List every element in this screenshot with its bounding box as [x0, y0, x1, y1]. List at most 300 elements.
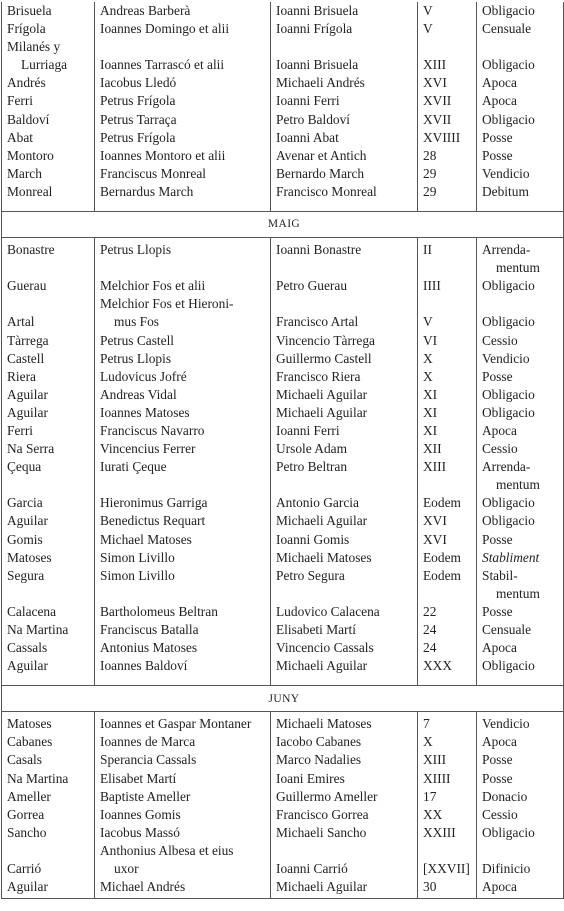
family-name-text: Monreal [7, 183, 53, 199]
grantor-cell [95, 842, 271, 878]
act-type-cell [477, 639, 564, 657]
day-cell [418, 788, 477, 806]
grantor-cell [95, 386, 271, 404]
table-row [2, 422, 564, 440]
grantor-text: Ioannes et Gaspar Montaner [100, 716, 252, 732]
grantor-text: Michael Matoses [100, 531, 192, 547]
day-cell [418, 350, 477, 368]
grantor-text: Iurati Çeque [100, 459, 167, 475]
recipient-text: Ioanni Abat [276, 129, 339, 145]
family-name-text: Na Serra [7, 441, 55, 457]
day-cell [418, 20, 477, 38]
act-type-cell [477, 657, 564, 686]
family-name-text: Gorrea [7, 806, 45, 822]
recipient-cell [271, 368, 418, 386]
recipient-text: Petro Segura [276, 567, 345, 583]
act-type-text: Arrenda- [482, 459, 531, 475]
table-row [2, 512, 564, 530]
grantor-text: Petrus Llopis [100, 242, 172, 258]
grantor-cell [95, 92, 271, 110]
day-text: XIIII [423, 770, 451, 786]
day-text: Eodem [423, 549, 461, 565]
grantor-text: Bernardus March [100, 183, 194, 199]
recipient-text: Guillermo Ameller [276, 788, 378, 804]
family-name-text: Milanés y [7, 39, 61, 55]
table-row [2, 74, 564, 92]
act-type-text: Difinicio [482, 861, 531, 877]
grantor-cell [95, 165, 271, 183]
family-name-text: Gomis [7, 531, 43, 547]
recipient-text: Francisco Gorrea [276, 806, 369, 822]
act-type-cell [477, 368, 564, 386]
grantor-cell [95, 404, 271, 422]
day-text: Eodem [423, 495, 461, 511]
grantor-text: Ioannes Tarrascó et alii [100, 57, 225, 73]
grantor-text: Andreas Barberà [100, 3, 191, 18]
recipient-cell [271, 878, 418, 899]
day-text: 29 [423, 165, 437, 181]
day-cell [418, 824, 477, 842]
act-type-text: Posse [482, 770, 513, 786]
day-text: X [423, 368, 433, 384]
recipient-cell [271, 567, 418, 603]
recipient-text: Vincencio Tàrrega [276, 332, 375, 348]
table-row [2, 657, 564, 686]
act-type-cell [477, 621, 564, 639]
recipient-text: Bernardo March [276, 165, 365, 181]
day-cell [418, 603, 477, 621]
family-name-cell [2, 806, 95, 824]
table-row [2, 183, 564, 212]
day-text: XIII [423, 57, 447, 73]
family-name-cell [2, 842, 95, 878]
table-row [2, 295, 564, 331]
recipient-cell [271, 2, 418, 20]
family-name-text: Ferri [7, 422, 34, 438]
grantor-cell [95, 422, 271, 440]
recipient-text: Petro Beltran [276, 459, 348, 475]
act-type-cell [477, 806, 564, 824]
recipient-cell [271, 147, 418, 165]
grantor-text: Melchior Fos et alii [100, 278, 206, 294]
register-body [2, 2, 564, 899]
table-row [2, 238, 564, 278]
grantor-text: Ioannes Gomis [100, 806, 181, 822]
day-cell [418, 386, 477, 404]
act-type-text: Obligacio [482, 314, 535, 330]
day-text: XX [423, 806, 443, 822]
table-row [2, 332, 564, 350]
recipient-cell [271, 386, 418, 404]
recipient-cell [271, 842, 418, 878]
day-text: [XXVII] [423, 861, 470, 877]
grantor-text: Petrus Frígola [100, 129, 176, 145]
day-cell [418, 74, 477, 92]
day-cell [418, 165, 477, 183]
day-cell [418, 332, 477, 350]
grantor-text: Petrus Tarraça [100, 111, 177, 127]
act-type-text: Apoca [482, 640, 517, 656]
family-name-text: Aguilar [7, 879, 48, 895]
recipient-text: Ioanni Ferri [276, 93, 340, 109]
family-name-text: Carrió [7, 861, 42, 877]
act-type-continuation: mentum [496, 585, 540, 601]
act-type-text: Obligacio [482, 495, 535, 511]
act-type-text: Donacio [482, 788, 528, 804]
act-type-cell [477, 567, 564, 603]
act-type-text: Apoca [482, 75, 517, 91]
family-name-cell [2, 2, 95, 20]
act-type-cell [477, 92, 564, 110]
day-cell [418, 404, 477, 422]
grantor-cell [95, 74, 271, 92]
recipient-cell [271, 824, 418, 842]
act-type-cell [477, 751, 564, 769]
day-cell [418, 295, 477, 331]
recipient-text: Michaeli Andrés [276, 75, 365, 91]
day-cell [418, 2, 477, 20]
table-row [2, 38, 564, 74]
day-text: X [423, 350, 433, 366]
recipient-cell [271, 712, 418, 734]
recipient-cell [271, 74, 418, 92]
grantor-text: Hieronimus Garriga [100, 495, 208, 511]
day-cell [418, 878, 477, 899]
recipient-cell [271, 639, 418, 657]
act-type-cell [477, 824, 564, 842]
act-type-cell [477, 2, 564, 20]
day-cell [418, 368, 477, 386]
day-text: 30 [423, 879, 437, 895]
recipient-text: Ioani Emires [276, 770, 345, 786]
act-type-continuation: mentum [496, 477, 540, 493]
day-text: IIII [423, 278, 441, 294]
day-text: 17 [423, 788, 437, 804]
table-row [2, 458, 564, 494]
table-row [2, 531, 564, 549]
family-name-text: Na Martina [7, 622, 69, 637]
act-type-cell [477, 295, 564, 331]
family-name-cell [2, 332, 95, 350]
act-type-text: Apoca [482, 879, 517, 895]
day-text: XI [423, 386, 438, 402]
table-row [2, 824, 564, 842]
family-name-cell [2, 770, 95, 788]
family-name-text: Ferri [7, 93, 34, 109]
day-text: X [423, 734, 433, 750]
grantor-cell [95, 603, 271, 621]
day-cell [418, 277, 477, 295]
recipient-text: Ioanni Brisuela [276, 57, 359, 73]
recipient-cell [271, 277, 418, 295]
act-type-text: Stabil- [482, 567, 518, 583]
family-name-cell [2, 129, 95, 147]
recipient-text: Francisco Artal [276, 314, 359, 330]
act-type-text: Obligacio [482, 3, 535, 18]
family-name-cell [2, 657, 95, 686]
family-name-cell [2, 621, 95, 639]
grantor-cell [95, 512, 271, 530]
family-name-cell [2, 712, 95, 734]
family-name-text: Calacena [7, 603, 57, 619]
grantor-cell [95, 350, 271, 368]
day-text: XIII [423, 752, 447, 768]
day-cell [418, 440, 477, 458]
grantor-continuation: mus Fos [114, 314, 160, 330]
family-name-cell [2, 549, 95, 567]
day-cell [418, 657, 477, 686]
day-text: 29 [423, 183, 437, 199]
recipient-text: Ioanni Brisuela [276, 3, 359, 18]
month-heading-row [2, 686, 564, 712]
act-type-text: Obligacio [482, 658, 535, 674]
table-row [2, 603, 564, 621]
family-name-text: Çequa [7, 459, 42, 475]
act-type-cell [477, 111, 564, 129]
recipient-cell [271, 657, 418, 686]
family-name-text: Ameller [7, 788, 51, 804]
family-name-text: Castell [7, 350, 45, 366]
recipient-cell [271, 494, 418, 512]
grantor-cell [95, 878, 271, 899]
table-row [2, 733, 564, 751]
act-type-cell [477, 494, 564, 512]
recipient-cell [271, 20, 418, 38]
table-row [2, 788, 564, 806]
month-heading: JUNY [2, 686, 564, 712]
act-type-text: Obligacio [482, 824, 535, 840]
grantor-text: Sperancia Cassals [100, 752, 197, 768]
act-type-text: Cessio [482, 441, 518, 457]
day-text: 24 [423, 622, 437, 637]
day-cell [418, 549, 477, 567]
day-text: V [423, 21, 433, 37]
recipient-cell [271, 621, 418, 639]
recipient-text: Michaeli Aguilar [276, 404, 368, 420]
grantor-cell [95, 20, 271, 38]
recipient-text: Michaeli Sancho [276, 824, 367, 840]
day-cell [418, 733, 477, 751]
day-cell [418, 111, 477, 129]
grantor-cell [95, 733, 271, 751]
grantor-text: Ioannes Matoses [100, 404, 190, 420]
table-row [2, 621, 564, 639]
family-name-text: Matoses [7, 549, 52, 565]
family-name-text: Guerau [7, 278, 47, 294]
recipient-text: Ursole Adam [276, 441, 348, 457]
day-cell [418, 494, 477, 512]
family-name-text: Segura [7, 567, 45, 583]
grantor-cell [95, 621, 271, 639]
table-row [2, 806, 564, 824]
act-type-cell [477, 277, 564, 295]
notarial-register-table [1, 2, 564, 899]
act-type-continuation: mentum [496, 260, 540, 276]
act-type-cell [477, 603, 564, 621]
grantor-cell [95, 458, 271, 494]
act-type-cell [477, 332, 564, 350]
family-name-text: Aguilar [7, 513, 48, 529]
family-name-cell [2, 404, 95, 422]
family-name-cell [2, 567, 95, 603]
act-type-cell [477, 531, 564, 549]
family-name-cell [2, 512, 95, 530]
family-name-text: Tàrrega [7, 332, 49, 348]
day-cell [418, 770, 477, 788]
grantor-cell [95, 332, 271, 350]
recipient-text: Iacobo Cabanes [276, 734, 362, 750]
day-cell [418, 531, 477, 549]
act-type-text: Debitum [482, 183, 529, 199]
recipient-cell [271, 295, 418, 331]
grantor-cell [95, 38, 271, 74]
act-type-text: Apoca [482, 734, 517, 750]
day-text: 22 [423, 603, 437, 619]
day-text: 24 [423, 640, 437, 656]
table-row [2, 639, 564, 657]
act-type-text: Posse [482, 531, 513, 547]
day-cell [418, 842, 477, 878]
family-name-cell [2, 878, 95, 899]
recipient-text: Vincencio Cassals [276, 640, 374, 656]
recipient-cell [271, 129, 418, 147]
act-type-text: Apoca [482, 422, 517, 438]
grantor-text: Antonius Matoses [100, 640, 198, 656]
table-row [2, 129, 564, 147]
act-type-cell [477, 422, 564, 440]
act-type-cell [477, 74, 564, 92]
grantor-cell [95, 770, 271, 788]
family-name-text: Cassals [7, 640, 48, 656]
act-type-cell [477, 788, 564, 806]
day-text: XVI [423, 531, 447, 547]
family-name-text: Matoses [7, 716, 52, 732]
grantor-cell [95, 712, 271, 734]
family-name-text: Riera [7, 368, 36, 384]
family-name-text: Aguilar [7, 658, 48, 674]
grantor-text: Petrus Castell [100, 332, 175, 348]
grantor-text: Petrus Llopis [100, 350, 172, 366]
recipient-cell [271, 165, 418, 183]
recipient-cell [271, 350, 418, 368]
recipient-text: Michaeli Matoses [276, 716, 372, 732]
family-name-text: Cabanes [7, 734, 53, 750]
recipient-text: Ludovico Calacena [276, 603, 380, 619]
family-name-cell [2, 20, 95, 38]
family-name-cell [2, 277, 95, 295]
grantor-text: Melchior Fos et Hieroni- [100, 296, 234, 312]
recipient-cell [271, 603, 418, 621]
day-cell [418, 238, 477, 278]
table-row [2, 386, 564, 404]
family-name-text: Garcia [7, 495, 43, 511]
act-type-cell [477, 458, 564, 494]
family-name-cell [2, 531, 95, 549]
grantor-text: Anthonius Albesa et eius [100, 842, 234, 858]
grantor-text: Franciscus Monreal [100, 165, 206, 181]
act-type-cell [477, 38, 564, 74]
recipient-cell [271, 92, 418, 110]
grantor-text: Ludovicus Jofré [100, 368, 187, 384]
family-name-cell [2, 751, 95, 769]
grantor-text: Ioannes Baldoví [100, 658, 188, 674]
grantor-cell [95, 238, 271, 278]
act-type-text: Vendicio [482, 350, 530, 366]
table-row [2, 567, 564, 603]
recipient-text: Ioanni Carrió [276, 861, 348, 877]
family-name-text: Abat [7, 129, 34, 145]
day-text: XVII [423, 93, 452, 109]
grantor-cell [95, 824, 271, 842]
family-name-cell [2, 386, 95, 404]
family-name-cell [2, 788, 95, 806]
month-heading-row [2, 212, 564, 238]
grantor-text: Ioannes Montoro et alii [100, 147, 226, 163]
day-text: VI [423, 332, 438, 348]
recipient-cell [271, 38, 418, 74]
family-name-cell [2, 74, 95, 92]
day-cell [418, 712, 477, 734]
recipient-cell [271, 440, 418, 458]
family-name-text: Casals [7, 752, 42, 768]
act-type-text: Cessio [482, 332, 518, 348]
day-cell [418, 92, 477, 110]
act-type-cell [477, 842, 564, 878]
day-text: Eodem [423, 567, 461, 583]
family-name-text: Na Martina [7, 770, 69, 786]
day-text: XVII [423, 111, 452, 127]
table-row [2, 494, 564, 512]
grantor-text: Simon Livillo [100, 549, 175, 565]
grantor-text: Vincencius Ferrer [100, 441, 196, 457]
recipient-cell [271, 183, 418, 212]
grantor-text: Andreas Vidal [100, 386, 177, 402]
recipient-cell [271, 422, 418, 440]
day-cell [418, 751, 477, 769]
act-type-cell [477, 512, 564, 530]
day-cell [418, 639, 477, 657]
recipient-text: Ioanni Gomis [276, 531, 350, 547]
recipient-text: Francisco Monreal [276, 183, 377, 199]
grantor-continuation: uxor [114, 861, 139, 877]
act-type-text: Censuale [482, 21, 532, 37]
act-type-cell [477, 712, 564, 734]
family-name-text: Brisuela [7, 3, 52, 18]
table-row [2, 20, 564, 38]
day-cell [418, 183, 477, 212]
table-row [2, 712, 564, 734]
act-type-cell [477, 183, 564, 212]
family-name-text: Aguilar [7, 404, 48, 420]
day-cell [418, 129, 477, 147]
day-cell [418, 512, 477, 530]
grantor-cell [95, 111, 271, 129]
act-type-text: Posse [482, 147, 513, 163]
family-name-text: March [7, 165, 42, 181]
day-text: V [423, 314, 433, 330]
act-type-text: Arrenda- [482, 242, 531, 258]
grantor-cell [95, 440, 271, 458]
recipient-cell [271, 549, 418, 567]
day-cell [418, 458, 477, 494]
family-name-text: Bonastre [7, 242, 55, 258]
day-text: XI [423, 422, 438, 438]
family-name-text: Baldoví [7, 111, 50, 127]
recipient-cell [271, 788, 418, 806]
table-row [2, 147, 564, 165]
day-text: XI [423, 404, 438, 420]
grantor-cell [95, 277, 271, 295]
